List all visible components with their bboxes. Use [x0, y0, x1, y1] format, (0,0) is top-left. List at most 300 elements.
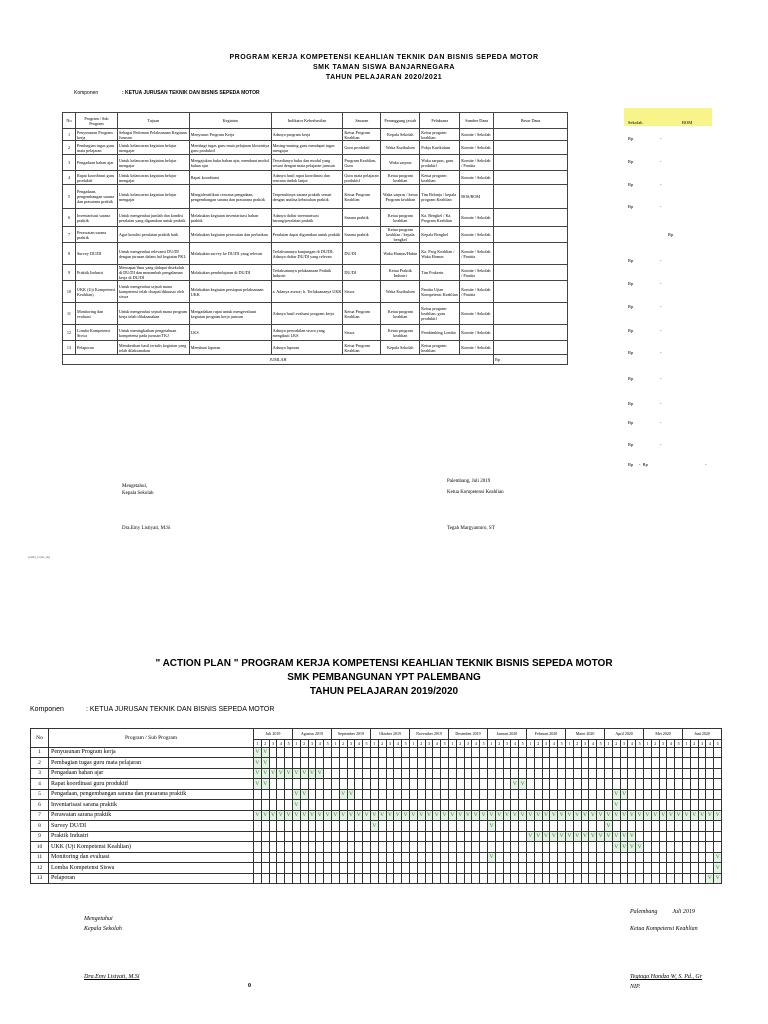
doc1-table-cell: Untuk meningkatkan pengetahuan kompetensi pada jurusan TKJ [117, 325, 189, 341]
doc2-schedule-cell [605, 842, 613, 853]
doc2-month-header: Agustus 2019 [292, 729, 331, 740]
doc2-schedule-mark: V [636, 842, 644, 853]
doc2-schedule-cell [456, 758, 464, 769]
doc1-table-cell: 13 [63, 341, 76, 355]
doc2-schedule-cell [331, 779, 339, 790]
doc1-table-cell: 5 [63, 185, 76, 209]
doc2-schedule-cell [464, 863, 472, 874]
doc2-schedule-cell [706, 789, 714, 800]
doc2-schedule-cell [566, 863, 574, 874]
doc1-table-cell: BOS/BOM [460, 185, 494, 209]
doc2-schedule-cell [503, 768, 511, 779]
doc1-table-cell: Pelaporan [75, 341, 117, 355]
doc2-schedule-cell [394, 842, 402, 853]
doc2-schedule-cell [480, 747, 488, 758]
doc2-schedule-cell [300, 758, 308, 769]
doc1-table-cell: Komite / Sekolah [460, 209, 494, 227]
doc2-schedule-cell [285, 873, 293, 884]
doc2-month-header: Juli 2019 [254, 729, 293, 740]
doc1-table-row [63, 325, 568, 341]
doc2-schedule-cell [573, 758, 581, 769]
doc2-program-name: Survey DU/DI [49, 821, 254, 832]
doc1-table-cell: Komite / Sekolah [460, 341, 494, 355]
doc1-table-cell: Komite / Sekolah / Panitia [460, 155, 494, 171]
doc2-schedule-cell [402, 747, 410, 758]
doc2-schedule-cell [456, 873, 464, 884]
doc2-schedule-mark: V [324, 810, 332, 821]
doc2-schedule-cell [370, 831, 378, 842]
doc2-schedule-cell [503, 821, 511, 832]
doc2-schedule-cell [292, 758, 300, 769]
doc2-schedule-cell [410, 758, 418, 769]
doc2-schedule-cell [511, 789, 519, 800]
doc2-schedule-cell [534, 873, 542, 884]
doc2-schedule-cell [261, 831, 269, 842]
doc2-schedule-cell [386, 873, 394, 884]
doc2-schedule-cell [331, 758, 339, 769]
doc2-schedule-cell [690, 779, 698, 790]
doc2-schedule-cell [355, 863, 363, 874]
doc2-schedule-cell [511, 758, 519, 769]
doc2-schedule-cell [597, 821, 605, 832]
doc2-schedule-cell [644, 852, 652, 863]
doc2-schedule-cell [308, 852, 316, 863]
doc2-schedule-cell [277, 789, 285, 800]
doc2-schedule-cell [706, 800, 714, 811]
doc2-schedule-cell [659, 789, 667, 800]
doc2-schedule-cell [363, 800, 371, 811]
doc2-schedule-cell [581, 758, 589, 769]
doc2-schedule-cell [347, 831, 355, 842]
doc2-schedule-cell [449, 779, 457, 790]
doc2-schedule-mark: V [589, 810, 597, 821]
doc2-schedule-mark: V [612, 800, 620, 811]
doc2-schedule-cell [542, 863, 550, 874]
doc2-program-name: Penyusunan Program kerja [49, 747, 254, 758]
doc2-schedule-cell [488, 768, 496, 779]
doc2-schedule-cell [308, 831, 316, 842]
doc2-schedule-cell [472, 863, 480, 874]
doc2-schedule-cell [363, 873, 371, 884]
doc1-sig-left-name: Dra.Emy Listiyati, M.Si [122, 526, 171, 531]
doc2-program-row [31, 831, 722, 842]
doc2-program-row [31, 758, 722, 769]
doc2-schedule-cell [581, 873, 589, 884]
doc2-month-header: Mei 2020 [644, 729, 683, 740]
doc2-program-name: Inventarisasi sarana praktik [49, 800, 254, 811]
doc2-schedule-cell [503, 831, 511, 842]
doc2-schedule-cell [706, 768, 714, 779]
doc2-schedule-mark: V [277, 768, 285, 779]
doc2-schedule-cell [472, 747, 480, 758]
doc2-schedule-cell [542, 779, 550, 790]
doc2-week-header: 2 [495, 739, 503, 747]
doc1-header-cell: No [63, 113, 76, 129]
doc2-schedule-cell [417, 821, 425, 832]
doc2-schedule-mark: V [480, 810, 488, 821]
doc2-schedule-cell [472, 821, 480, 832]
doc2-schedule-cell [519, 842, 527, 853]
doc2-schedule-cell [433, 800, 441, 811]
doc1-table-cell: Adanya hasil rapat koordinasi dan rencana tindak lanjut [271, 171, 343, 185]
doc2-schedule-cell [410, 863, 418, 874]
doc2-schedule-cell [347, 779, 355, 790]
doc2-schedule-mark: V [277, 810, 285, 821]
doc2-schedule-cell [597, 779, 605, 790]
doc2-schedule-cell [534, 779, 542, 790]
doc2-schedule-cell [363, 779, 371, 790]
doc2-schedule-cell [456, 779, 464, 790]
doc2-schedule-cell [589, 863, 597, 874]
doc2-schedule-cell [589, 758, 597, 769]
doc2-schedule-cell [690, 852, 698, 863]
doc1-table-cell: Tim Prakerin [420, 265, 460, 281]
doc2-schedule-cell [254, 873, 262, 884]
doc1-table-cell: Survey DU/DI [75, 243, 117, 265]
doc2-schedule-cell [706, 842, 714, 853]
doc2-schedule-mark: V [651, 810, 659, 821]
doc2-schedule-cell [542, 747, 550, 758]
doc2-schedule-cell [449, 821, 457, 832]
doc2-schedule-cell [292, 779, 300, 790]
doc2-schedule-cell [675, 789, 683, 800]
doc1-side-dash: - [660, 401, 662, 406]
doc2-week-header: 4 [277, 739, 285, 747]
doc1-table-header [63, 113, 568, 129]
doc2-schedule-cell [542, 852, 550, 863]
doc2-schedule-mark: V [300, 810, 308, 821]
doc2-month-header-row [31, 729, 722, 740]
doc2-schedule-cell [581, 800, 589, 811]
doc1-title-3: TAHUN PELAJARAN 2020/2021 [325, 74, 443, 81]
doc2-schedule-mark: V [612, 810, 620, 821]
doc2-schedule-cell [605, 779, 613, 790]
doc2-program-no: 9 [31, 831, 49, 842]
doc1-table-cell: Ketua Program Keahlian [343, 303, 381, 325]
doc2-schedule-cell [698, 789, 706, 800]
doc2-schedule-cell [566, 821, 574, 832]
doc1-table-cell: Ketua Program Keahlian [343, 129, 381, 141]
doc2-schedule-cell [331, 821, 339, 832]
doc2-schedule-cell [363, 842, 371, 853]
doc2-program-row [31, 863, 722, 874]
doc2-schedule-cell [464, 789, 472, 800]
doc2-schedule-cell [441, 852, 449, 863]
doc2-schedule-cell [308, 842, 316, 853]
doc1-table-cell: LKS [189, 325, 271, 341]
doc2-schedule-cell [503, 779, 511, 790]
doc2-schedule-cell [277, 747, 285, 758]
doc2-schedule-cell [550, 789, 558, 800]
doc2-schedule-cell [581, 842, 589, 853]
doc1-table-cell: Melakukan kegiatan perawatan dan perbaikan [189, 227, 271, 243]
doc2-schedule-mark: V [534, 810, 542, 821]
doc2-schedule-cell [363, 863, 371, 874]
doc1-side-header-bom: BOM [682, 120, 693, 125]
doc2-schedule-cell [581, 779, 589, 790]
doc2-schedule-cell [527, 789, 535, 800]
doc2-schedule-cell [573, 779, 581, 790]
doc2-schedule-cell [534, 758, 542, 769]
doc2-schedule-cell [417, 800, 425, 811]
doc2-program-name: Praktik Industri [49, 831, 254, 842]
doc1-table-cell: Ketua program keahlian [381, 325, 420, 341]
doc2-schedule-cell [339, 779, 347, 790]
doc2-schedule-cell [659, 852, 667, 863]
doc2-schedule-cell [472, 842, 480, 853]
doc2-schedule-cell [355, 852, 363, 863]
doc1-table-cell: Pengadaan, pengembangan sarana dan prasarana praktik [75, 185, 117, 209]
doc1-table-cell: Praktik Industri [75, 265, 117, 281]
doc2-schedule-cell [417, 768, 425, 779]
doc2-schedule-cell [698, 863, 706, 874]
doc1-table-cell [494, 129, 568, 141]
doc2-schedule-cell [698, 873, 706, 884]
doc2-schedule-cell [698, 821, 706, 832]
doc2-schedule-cell [612, 747, 620, 758]
doc2-schedule-cell [714, 747, 722, 758]
doc2-schedule-cell [292, 863, 300, 874]
doc2-schedule-mark: V [488, 810, 496, 821]
doc2-schedule-cell [363, 768, 371, 779]
doc1-table-cell: Ka. Bengkel / Ka. Program Keahlian [420, 209, 460, 227]
doc2-schedule-cell [503, 789, 511, 800]
doc2-schedule-cell [558, 842, 566, 853]
doc1-table-cell: Melakukan survey ke DU/DI yang relevan [189, 243, 271, 265]
doc2-schedule-cell [636, 873, 644, 884]
doc2-schedule-cell [542, 800, 550, 811]
doc2-schedule-cell [550, 821, 558, 832]
doc2-schedule-cell [488, 831, 496, 842]
doc2-schedule-cell [659, 831, 667, 842]
doc2-schedule-cell [581, 852, 589, 863]
doc2-schedule-cell [402, 758, 410, 769]
doc2-schedule-mark: V [261, 747, 269, 758]
doc2-schedule-mark: V [308, 768, 316, 779]
doc2-schedule-cell [441, 842, 449, 853]
doc2-schedule-cell [698, 758, 706, 769]
doc2-week-header: 1 [605, 739, 613, 747]
doc2-week-header: 2 [690, 739, 698, 747]
doc2-schedule-mark: V [292, 800, 300, 811]
doc2-schedule-cell [495, 831, 503, 842]
doc2-schedule-cell [269, 758, 277, 769]
doc2-schedule-cell [285, 852, 293, 863]
doc2-program-row [31, 789, 722, 800]
doc2-schedule-cell [425, 758, 433, 769]
doc2-schedule-mark: V [456, 810, 464, 821]
doc2-schedule-cell [355, 821, 363, 832]
doc2-schedule-cell [339, 800, 347, 811]
doc2-schedule-cell [534, 800, 542, 811]
doc2-schedule-cell [402, 852, 410, 863]
doc1-table-cell: Melakukan kegiatan persiapan pelaksanaan UKK [189, 281, 271, 303]
doc2-schedule-cell [324, 789, 332, 800]
doc2-schedule-mark: V [620, 842, 628, 853]
doc2-schedule-cell [449, 800, 457, 811]
doc2-schedule-cell [269, 852, 277, 863]
doc2-schedule-cell [566, 779, 574, 790]
doc2-schedule-cell [566, 873, 574, 884]
doc1-jumlah-rp: Rp [494, 355, 568, 365]
doc2-week-header: 5 [519, 739, 527, 747]
doc2-schedule-cell [425, 873, 433, 884]
doc1-table-cell: Adanya hasil evaluasi program kerja [271, 303, 343, 325]
doc2-schedule-cell [456, 747, 464, 758]
doc2-schedule-cell [464, 747, 472, 758]
doc2-schedule-cell [324, 779, 332, 790]
doc1-table-cell: Mengajukan buku bahan ajar, membuat modul bahan ajar [189, 155, 271, 171]
doc2-schedule-cell [714, 758, 722, 769]
doc1-table-cell: Adanya laporan [271, 341, 343, 355]
doc2-schedule-cell [386, 800, 394, 811]
doc2-schedule-cell [441, 758, 449, 769]
doc1-table-cell: Adanya daftar inventarisasi barang/peralatan praktik [271, 209, 343, 227]
doc2-schedule-cell [651, 842, 659, 853]
doc2-schedule-cell [651, 831, 659, 842]
doc2-schedule-cell [573, 821, 581, 832]
doc2-schedule-cell [636, 789, 644, 800]
doc2-schedule-cell [503, 852, 511, 863]
doc2-schedule-cell [659, 821, 667, 832]
doc2-schedule-cell [675, 831, 683, 842]
doc1-table-cell: Untuk mengetahui sejauh mana kompetensi telah dicapai/dikuasai oleh siswa [117, 281, 189, 303]
doc2-schedule-cell [495, 842, 503, 853]
doc2-schedule-cell [339, 758, 347, 769]
doc2-sig-left-2: Kepala Sekolah [84, 926, 122, 932]
doc2-schedule-cell [542, 768, 550, 779]
doc1-side-sekolah-value: Rp [628, 328, 634, 333]
doc2-schedule-cell [261, 800, 269, 811]
doc2-schedule-cell [254, 800, 262, 811]
doc2-schedule-cell [644, 842, 652, 853]
doc2-schedule-cell [417, 779, 425, 790]
doc2-program-row [31, 821, 722, 832]
doc2-schedule-cell [573, 873, 581, 884]
doc2-schedule-cell [277, 842, 285, 853]
doc2-program-no: 1 [31, 747, 49, 758]
doc2-schedule-cell [355, 779, 363, 790]
doc2-schedule-mark: V [488, 852, 496, 863]
doc1-side-sekolah-value: Rp [628, 281, 634, 286]
doc2-schedule-cell [449, 863, 457, 874]
doc2-schedule-cell [300, 747, 308, 758]
doc2-schedule-cell [644, 747, 652, 758]
doc2-schedule-cell [659, 758, 667, 769]
doc2-schedule-cell [402, 863, 410, 874]
doc2-schedule-cell [573, 789, 581, 800]
doc2-schedule-cell [683, 852, 691, 863]
doc2-schedule-cell [628, 800, 636, 811]
doc2-schedule-cell [355, 747, 363, 758]
doc2-schedule-mark: V [339, 810, 347, 821]
doc2-week-header: 1 [527, 739, 535, 747]
doc1-table-cell [494, 185, 568, 209]
doc2-schedule-mark: V [605, 831, 613, 842]
doc2-schedule-cell [464, 758, 472, 769]
doc2-schedule-cell [417, 873, 425, 884]
doc2-schedule-cell [417, 863, 425, 874]
doc2-week-header: 3 [659, 739, 667, 747]
doc2-schedule-cell [277, 831, 285, 842]
doc2-schedule-cell [386, 768, 394, 779]
doc2-schedule-cell [527, 821, 535, 832]
doc2-week-header: 5 [363, 739, 371, 747]
doc2-schedule-cell [581, 821, 589, 832]
doc2-schedule-mark: V [394, 810, 402, 821]
doc2-schedule-cell [441, 863, 449, 874]
doc2-schedule-cell [316, 831, 324, 842]
doc2-schedule-cell [464, 873, 472, 884]
doc1-table-row [63, 155, 568, 171]
doc2-schedule-cell [277, 873, 285, 884]
doc2-schedule-cell [402, 831, 410, 842]
doc2-schedule-cell [542, 873, 550, 884]
doc2-schedule-cell [628, 768, 636, 779]
doc2-schedule-cell [464, 852, 472, 863]
doc2-week-header: 3 [386, 739, 394, 747]
doc1-header-cell: Pelaksana [420, 113, 460, 129]
doc2-week-header: 1 [370, 739, 378, 747]
doc2-schedule-cell [277, 779, 285, 790]
doc1-header-cell: Sasaran [343, 113, 381, 129]
doc1-table-cell: Terpenuhinya sarana praktik sesuai dengan analisa kebutuhan praktik [271, 185, 343, 209]
doc1-table-cell: Untuk kelancaran kegiatan belajar mengajar [117, 141, 189, 155]
doc1-table-cell: Membuat laporan [189, 341, 271, 355]
doc2-schedule-cell [534, 768, 542, 779]
doc2-action-plan-table [30, 728, 722, 884]
doc2-month-header: November 2019 [410, 729, 449, 740]
doc2-schedule-mark: V [558, 810, 566, 821]
doc2-schedule-cell [558, 800, 566, 811]
doc2-schedule-cell [324, 873, 332, 884]
doc1-side-sekolah-value: Rp [628, 350, 634, 355]
doc2-schedule-mark: V [620, 810, 628, 821]
doc1-table-cell: Mencapai/ilmu yang didapat disekolah di DU/DI dan menambah pengalaman kerja di DU/DI [117, 265, 189, 281]
doc2-schedule-cell [386, 779, 394, 790]
doc2-schedule-cell [714, 821, 722, 832]
doc2-schedule-cell [394, 863, 402, 874]
doc1-side-total: Rp - Rp [628, 462, 648, 467]
doc2-week-header: 2 [456, 739, 464, 747]
doc2-schedule-cell [527, 747, 535, 758]
doc2-schedule-cell [511, 873, 519, 884]
doc2-schedule-cell [433, 747, 441, 758]
doc2-schedule-mark: V [550, 831, 558, 842]
doc2-schedule-cell [651, 747, 659, 758]
doc2-schedule-mark: V [261, 758, 269, 769]
doc2-week-header: 4 [316, 739, 324, 747]
doc2-schedule-cell [573, 747, 581, 758]
doc2-schedule-cell [651, 789, 659, 800]
doc2-schedule-cell [714, 779, 722, 790]
doc2-schedule-cell [683, 863, 691, 874]
doc2-schedule-cell [519, 852, 527, 863]
doc2-schedule-cell [300, 821, 308, 832]
doc2-program-no: 2 [31, 758, 49, 769]
doc2-schedule-cell [534, 852, 542, 863]
doc2-schedule-cell [464, 821, 472, 832]
doc1-table-cell: Melakukan kegiatan inventarisasi bahan praktik [189, 209, 271, 227]
doc2-schedule-cell [698, 852, 706, 863]
doc2-schedule-mark: V [261, 779, 269, 790]
doc2-page-number: 0 [248, 983, 251, 989]
doc1-side-dash: - [660, 304, 662, 309]
doc2-schedule-cell [589, 779, 597, 790]
doc2-schedule-mark: V [347, 810, 355, 821]
doc2-week-header: 4 [472, 739, 480, 747]
doc2-schedule-cell [285, 747, 293, 758]
